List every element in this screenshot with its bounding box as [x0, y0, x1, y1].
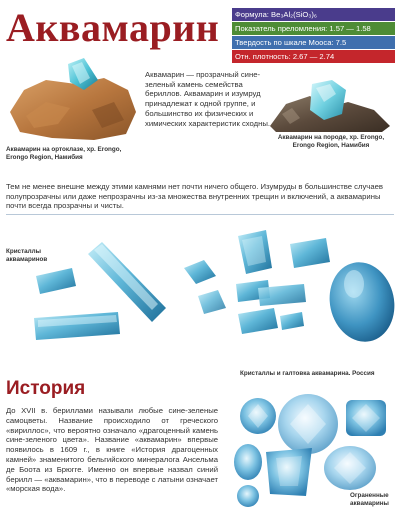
property-formula [232, 8, 395, 21]
property-formula-text: Формула: Be₃Al₂(SiO₃)₆ [235, 10, 317, 19]
property-density: Отн. плотность: 2.67 — 2.74 [232, 50, 395, 63]
page-title: Аквамарин [6, 5, 220, 50]
orthoclase-specimen-image [6, 50, 138, 142]
caption-pebble: Кристаллы и галтовка аквамарина. Россия [240, 370, 375, 377]
property-refraction: Показатель преломления: 1.57 — 1.58 [232, 22, 395, 35]
intro-paragraph: Аквамарин — прозрачный сине-зеленый камень семейства бериллов. Аквамарин и изумруд принадлежат к одной группе, и большинство их физических и химических характеристик сходны. [145, 70, 271, 128]
history-heading: История [6, 378, 86, 399]
properties-panel [232, 8, 395, 64]
caption-rock: Аквамарин на породе, хр. Erongo, Erongo Region, Намибия [277, 134, 385, 149]
crystals-collage-image [32, 222, 396, 356]
caption-orthoclase: Аквамарин на ортоклазе, хр. Erongo, Erongo Region, Намибия [6, 146, 122, 161]
caption-crystals: Кристаллы аквамаринов [6, 248, 48, 263]
property-hardness: Твердость по шкале Мооса: 7.5 [232, 36, 395, 49]
history-paragraph: До XVII в. бериллами называли любые сине-зеленые самоцветы. Название происходило от греческого «вириллос», что вероятно означало «драгоценный камень сине-зеленого цвета». Название «аквамарин» впервые появилось в 1609 г., в книге «История драгоценных камней» знаменитого бельгийского минералога Ансельма де Боота из Брюгге. Именно он впервые назвал синий берилл — «аквамарин», что в переводе с латыни означает «морская вода». [6, 406, 218, 494]
comparison-paragraph: Тем не менее внешне между этими камнями нет почти ничего общего. Изумруды в большинстве случаев полупрозрачны или даже непрозрачны из-за множества внутренних трещин и включений, а аквамарины почти всегда прозрачны и чисты. [6, 182, 383, 211]
caption-gems: Ограненные аквамарины [350, 492, 389, 507]
section-divider [6, 214, 394, 215]
